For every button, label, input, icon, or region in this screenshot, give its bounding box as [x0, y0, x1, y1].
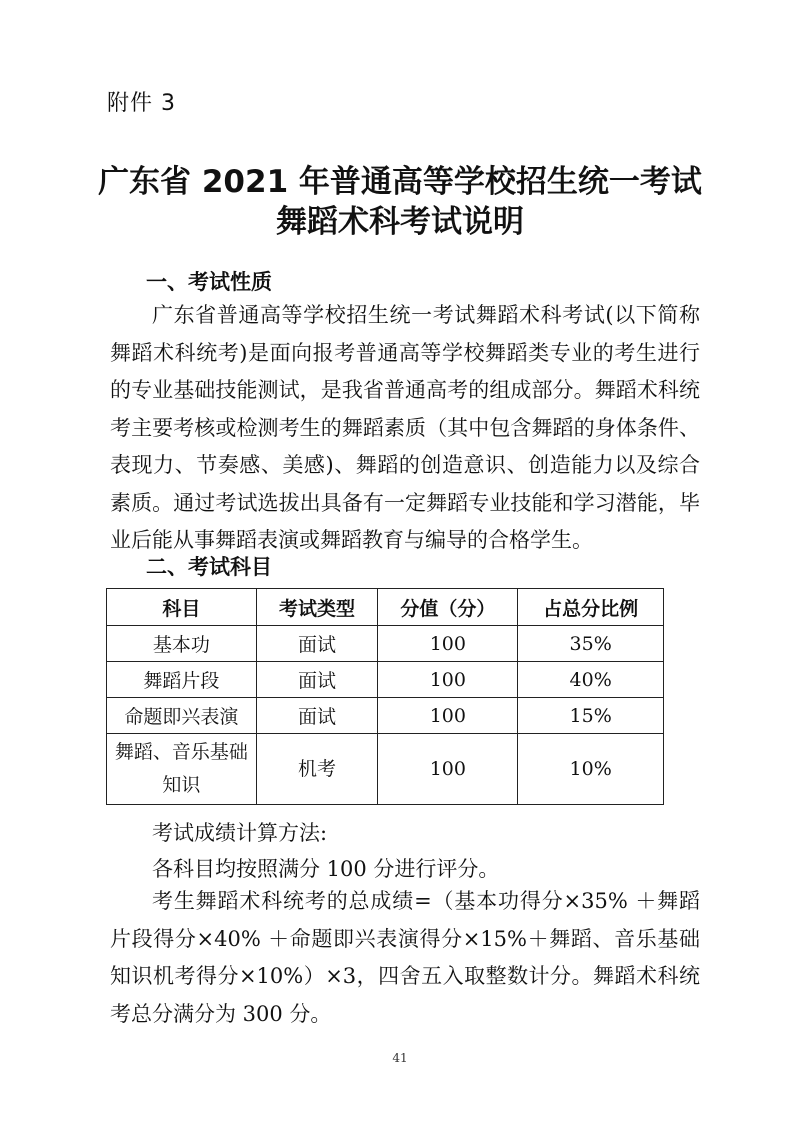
document-title-line-2: 舞蹈术科考试说明 — [276, 204, 524, 240]
cell-score: 100 — [378, 734, 518, 805]
cell-subject: 基本功 — [107, 626, 257, 662]
calculation-rule: 各科目均按照满分 100 分进行评分。 — [152, 857, 500, 881]
cell-score: 100 — [378, 626, 518, 662]
cell-type: 面试 — [256, 698, 378, 734]
section-1-heading: 一、考试性质 — [146, 270, 272, 294]
cell-subject: 舞蹈、音乐基础知识 — [107, 734, 257, 805]
table-row — [107, 626, 664, 662]
subjects-table — [106, 588, 664, 805]
cell-type: 面试 — [256, 662, 378, 698]
table-row — [107, 734, 664, 805]
document-title-line-1: 广东省 2021 年普通高等学校招生统一考试 — [98, 164, 702, 200]
section-2-heading: 二、考试科目 — [146, 555, 272, 579]
header-ratio: 占总分比例 — [518, 589, 664, 626]
cell-ratio: 40% — [518, 662, 664, 698]
header-type: 考试类型 — [256, 589, 378, 626]
header-subject: 科目 — [107, 589, 257, 626]
cell-type: 机考 — [256, 734, 378, 805]
header-score: 分值（分） — [378, 589, 518, 626]
page-number: 41 — [392, 1051, 408, 1065]
cell-score: 100 — [378, 662, 518, 698]
calculation-method-title: 考试成绩计算方法: — [152, 821, 328, 845]
table-row — [107, 698, 664, 734]
cell-subject: 命题即兴表演 — [107, 698, 257, 734]
cell-subject: 舞蹈片段 — [107, 662, 257, 698]
cell-ratio: 35% — [518, 626, 664, 662]
cell-score: 100 — [378, 698, 518, 734]
calculation-formula: 考生舞蹈术科统考的总成绩=（基本功得分×35% ＋舞蹈片段得分×40% ＋命题即兴表演得分×15%＋舞蹈、音乐基础知识机考得分×10%）×3，四舍五入取整数计分。舞蹈术科统考总分满分为 300 分。 — [110, 889, 700, 1026]
cell-ratio: 10% — [518, 734, 664, 805]
attachment-label: 附件 3 — [107, 91, 176, 116]
section-1-paragraph: 广东省普通高等学校招生统一考试舞蹈术科考试(以下简称舞蹈术科统考)是面向报考普通高等学校舞蹈类专业的考生进行的专业基础技能测试，是我省普通高考的组成部分。舞蹈术科统考主要考核或检测考生的舞蹈素质（其中包含舞蹈的身体条件、表现力、节奏感、美感)、舞蹈的创造意识、创造能力以及综合素质。通过考试选拔出具备有一定舞蹈专业技能和学习潜能，毕业后能从事舞蹈表演或舞蹈教育与编导的合格学生。 — [110, 303, 700, 552]
table-header-row — [107, 589, 664, 626]
table-row — [107, 662, 664, 698]
cell-type: 面试 — [256, 626, 378, 662]
cell-ratio: 15% — [518, 698, 664, 734]
